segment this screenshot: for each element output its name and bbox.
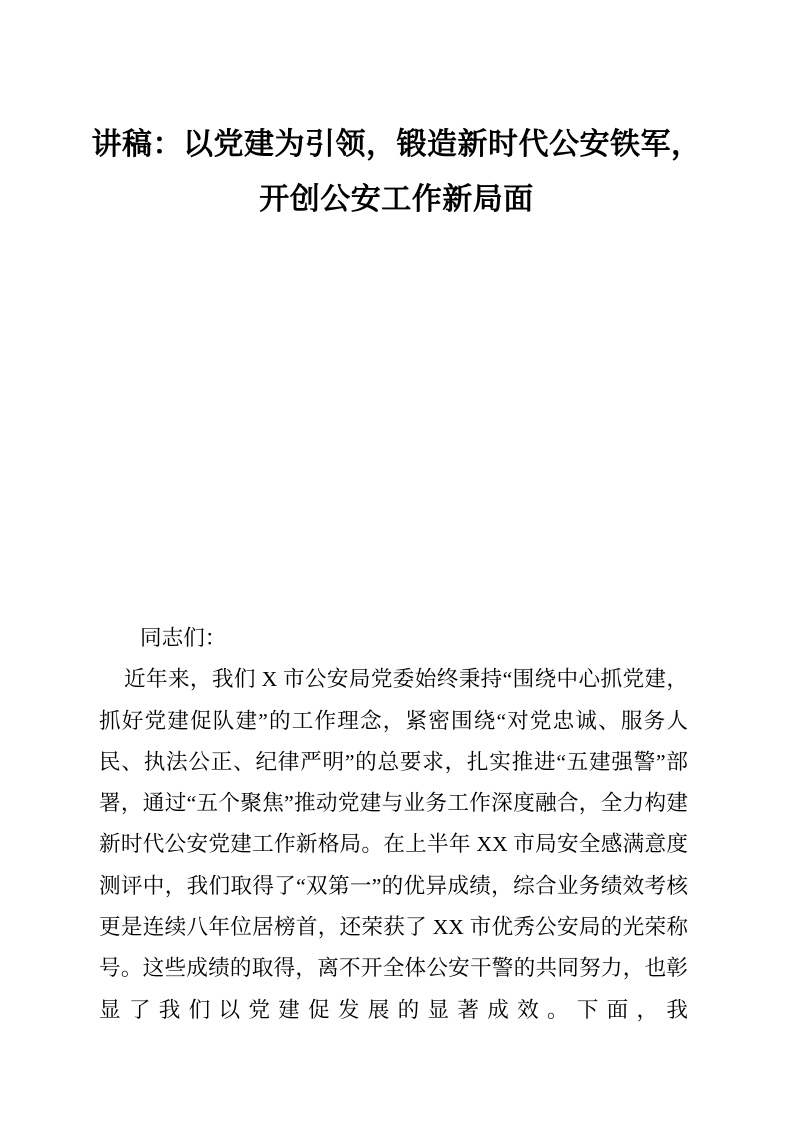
document-title-line-2: 开创公安工作新局面 — [259, 183, 534, 216]
document-title-line-1: 讲稿：以党建为引领，锻造新时代公安铁军， — [91, 128, 702, 161]
body-paragraph: 近年来，我们 X 市公安局党委始终秉持“围绕中心抓党建，抓好党建促队建”的工作理念，紧密围绕“对党忠诚、服务人民、执法公正、纪律严明”的总要求，扎实推进“五建强警”部署，通过“五个聚焦”推动党建与业务工作深度融合，全力构建新时代公安党建工作新格局。在上半年 XX 市局安全感满意度测评中，我们取得了“双第一”的优异成绩，综合业务绩效考核更是连续八年位居榜首，还荣获了 XX 市优秀公安局的光荣称号。这些成绩的取得，离不开全体公安干警的共同努力，也彰显了我们以党建促发展的显著成效。下面，我 — [99, 667, 688, 1022]
salutation-paragraph: 同志们： — [140, 626, 227, 650]
document-body — [99, 618, 688, 1031]
document-title — [0, 0, 793, 227]
